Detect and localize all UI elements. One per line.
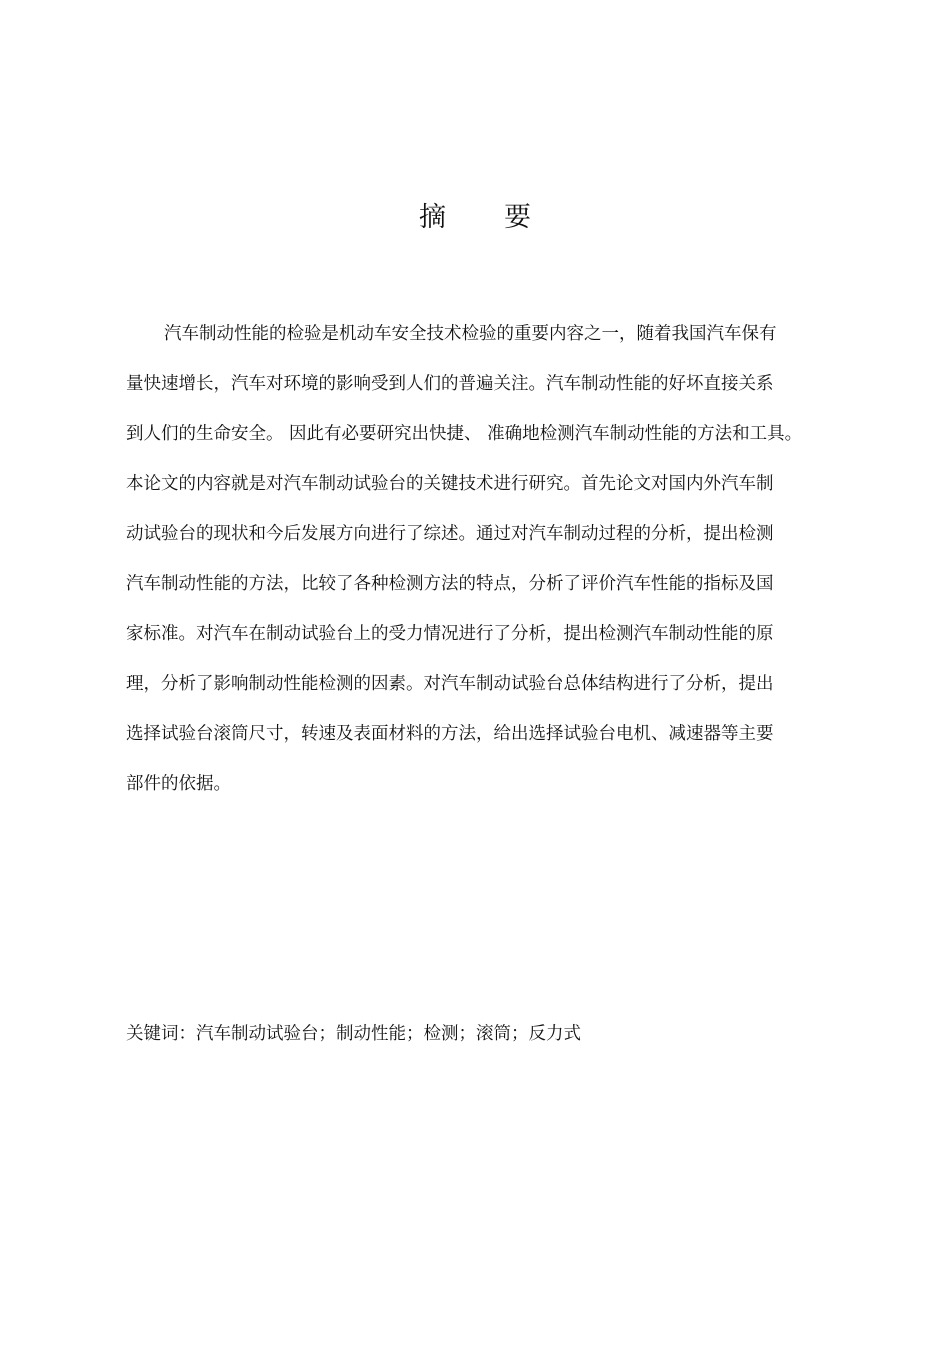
abstract-line-4: 本论文的内容就是对汽车制动试验台的关键技术进行研究。首先论文对国内外汽车制	[126, 474, 774, 494]
abstract-line-3: 到人们的生命安全。 因此有必要研究出快捷、 准确地检测汽车制动性能的方法和工具。	[126, 424, 803, 444]
title-char-1: 摘	[419, 202, 446, 233]
title-char-2: 要	[504, 202, 531, 233]
abstract-title	[0, 198, 950, 238]
keywords-line: 关键词：汽车制动试验台；制动性能；检测；滚筒；反力式	[126, 1024, 581, 1044]
abstract-line-2: 量快速增长，汽车对环境的影响受到人们的普遍关注。汽车制动性能的好坏直接关系	[126, 374, 774, 394]
abstract-line-7: 家标准。对汽车在制动试验台上的受力情况进行了分析，提出检测汽车制动性能的原	[126, 624, 774, 644]
abstract-line-1: 汽车制动性能的检验是机动车安全技术检验的重要内容之一，随着我国汽车保有	[164, 324, 777, 344]
abstract-line-8: 理，分析了影响制动性能检测的因素。对汽车制动试验台总体结构进行了分析，提出	[126, 674, 774, 694]
abstract-line-5: 动试验台的现状和今后发展方向进行了综述。通过对汽车制动过程的分析，提出检测	[126, 524, 774, 544]
abstract-line-10: 部件的依据。	[126, 774, 231, 794]
abstract-line-6: 汽车制动性能的方法，比较了各种检测方法的特点，分析了评价汽车性能的指标及国	[126, 574, 774, 594]
abstract-line-9: 选择试验台滚筒尺寸，转速及表面材料的方法，给出选择试验台电机、减速器等主要	[126, 724, 774, 744]
